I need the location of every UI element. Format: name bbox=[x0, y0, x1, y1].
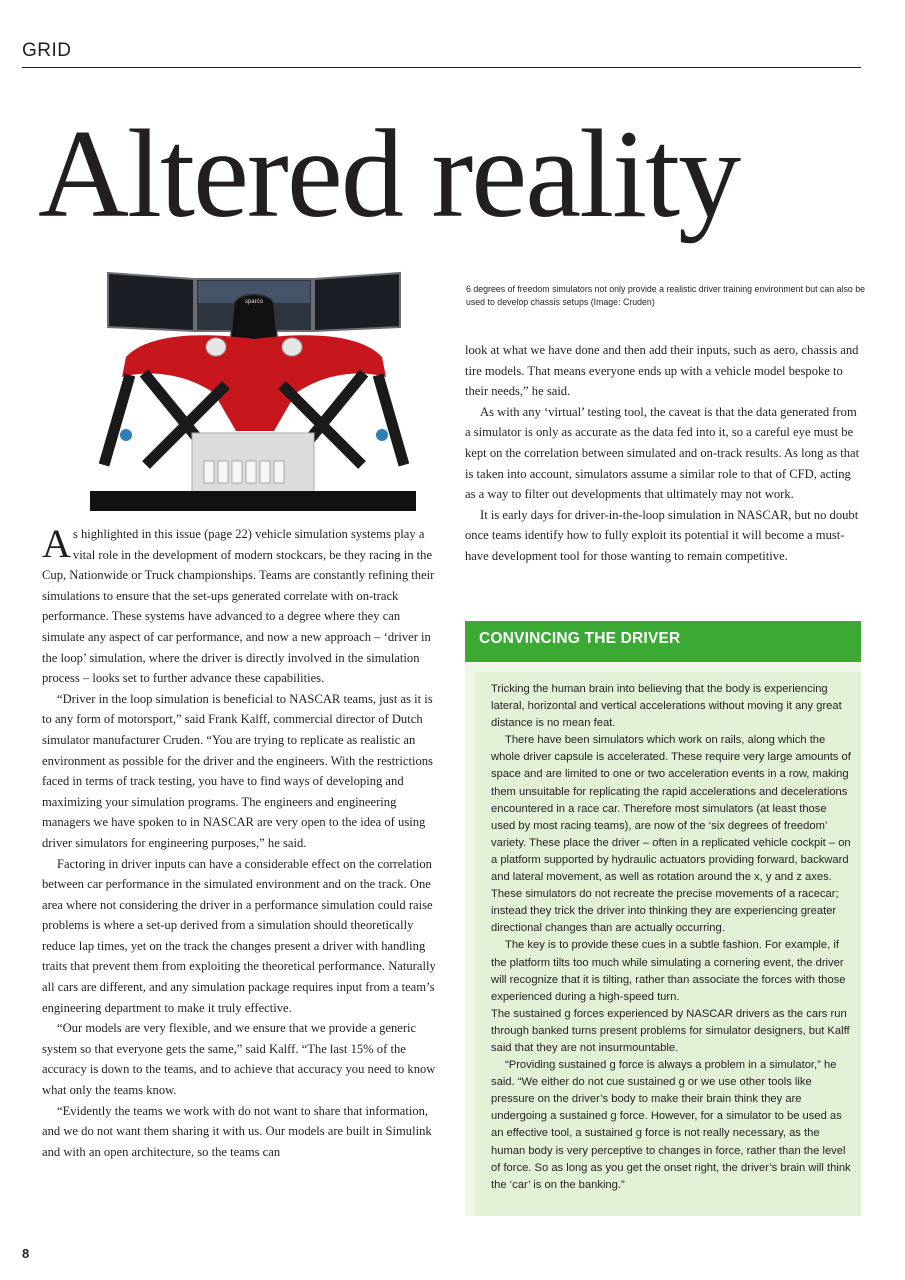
base-plate bbox=[90, 491, 416, 511]
paragraph: The key is to provide these cues in a subtle fashion. For example, if the platform tilts too much while simulating a cornering event, the driver will recognize that it is tilting, rather than associate the forces with those experienced during a high-speed turn. bbox=[491, 939, 846, 1003]
sidebar-header bbox=[465, 621, 861, 662]
paragraph: As with any ‘virtual’ testing tool, the caveat is that the data generated from a simulator is only as accurate as the data fed into it, so a careful eye must be kept on the correlation between simulated and on-track results. As long as that is taken into account, simulators assume a similar role to that of CFD, acting as a way to filter out developments that ultimately may not work. bbox=[465, 404, 860, 502]
paragraph: “Evidently the teams we work with do not want to share that information, and we do not want them sharing it with us. Our models are built in Simulink and with an open architecture, so the teams can bbox=[42, 1103, 432, 1159]
section-label: GRID bbox=[22, 40, 72, 61]
right-column bbox=[465, 340, 861, 567]
paragraph: “Providing sustained g force is always a problem in a simulator,” he said. “We either do not cue sustained g or we use other tools like pressure on the driver’s body to make their brain think they are undergoing a sustained g force. However, for a simulator to be used as an effective tool, a sustained g force is not really necessary, as the human body is very perceptive to changes in force, rather than the level of force. So as long as you get the onset right, the driver’s brain will think the ‘car’ is on the banking.” bbox=[491, 1059, 851, 1191]
sidebar-title: CONVINCING THE DRIVER bbox=[479, 630, 681, 647]
paragraph: Factoring in driver inputs can have a considerable effect on the correlation between car performance in the simulated environment and on the track. One area where not considering the driver in a performance simulation could raise problems is where a set-up derived from a simulation should theoretically reduce lap times, yet on the track the changes present a driver with handling traits that prevent them from exploiting the theoretical performance. Naturally all cars are different, and any simulation package requires input from a team’s engineering department to make it truly effective. bbox=[42, 856, 436, 1015]
paragraph: The sustained g forces experienced by NASCAR drivers as the cars run through banked turns present problems for simulator designers, but Kalff said that they are not insurmountable. bbox=[491, 1007, 850, 1054]
paragraph: There have been simulators which work on rails, along which the whole driver capsule is accelerated. These require very large amounts of space and are limited to one or two acceleration events in a row, making them unsuitable for replicating the rapid accelerations and decelerations encountered in a race car. Therefore most simulators (at least those used by most racing teams), are now of the ‘six degrees of freedom’ variety. These place the driver – often in a replicated vehicle cockpit – on a platform supported by hydraulic actuators providing forward, backward and lateral movement, as well as rotation around the x, y and z axes. These simulators do not recreate the precise movements of a racecar; instead they trick the driver into thinking they are experiencing greater directional changes than are actually occurring. bbox=[491, 734, 851, 935]
left-column bbox=[42, 521, 440, 1162]
sidebar-text bbox=[491, 681, 853, 1194]
left-screen bbox=[108, 273, 194, 331]
seat-brand: sparco bbox=[244, 299, 264, 305]
right-screen bbox=[314, 273, 400, 331]
actuator-1 bbox=[104, 375, 130, 465]
page-number: 8 bbox=[22, 1246, 30, 1261]
drop-cap: A bbox=[42, 521, 71, 566]
red-frame bbox=[122, 335, 386, 431]
paragraph: “Our models are very flexible, and we ensure that we provide a generic system so that everyone gets the same,” said Kalff. “The last 15% of the accuracy is down to the teams, and to achieve that accuracy you need to know what only the teams know. bbox=[42, 1021, 436, 1098]
paragraph: Tricking the human brain into believing that the body is experiencing lateral, horizontal and vertical accelerations without moving it any great distance is no mean feat. bbox=[491, 683, 842, 730]
driving-simulator-photo bbox=[86, 265, 420, 515]
paragraph: look at what we have done and then add their inputs, such as aero, chassis and tire models. That means everyone ends up with a vehicle model bespoke to their needs,” he said. bbox=[465, 343, 859, 399]
actuator-6 bbox=[378, 375, 404, 465]
header-rule bbox=[22, 67, 861, 68]
paragraph: As highlighted in this issue (page 22) vehicle simulation systems play a vital role in the development of modern stockcars, be they racing in the Cup, Nationwide or Truck championships. Teams are constantly refining their simulations to ensure that the set-ups generated correlate with on-track performance. These systems have advanced to a degree where they can simulate any aspect of car performance, and now a new approach – ‘driver in the loop’ simulation, where the driver is directly involved in the simulation process – looks set to further advance these capabilities. bbox=[42, 521, 435, 686]
paragraph: It is early days for driver-in-the-loop simulation in NASCAR, but no doubt once teams identify how to fully exploit its potential it will become a must-have development tool for those wanting to remain competitive. bbox=[465, 507, 859, 563]
photo-caption: 6 degrees of freedom simulators not only provide a realistic driver training environment but can also be used to develop chassis setups (Image: Cruden) bbox=[466, 284, 865, 307]
paragraph: “Driver in the loop simulation is beneficial to NASCAR teams, just as it is to any form of motorsport,” said Frank Kalff, commercial director of Dutch simulator manufacturer Cruden. “You are trying to replicate as realistic an environment as possible for the driver and the engineers. With the restrictions faced in terms of track testing, you have to find ways of developing and maximizing your simulation programs. The engineers and engineering managers we have spoken to in NASCAR are very open to the idea of using driver simulators for engineering purposes,” he said. bbox=[42, 691, 433, 850]
article-headline: Altered reality bbox=[38, 105, 740, 244]
